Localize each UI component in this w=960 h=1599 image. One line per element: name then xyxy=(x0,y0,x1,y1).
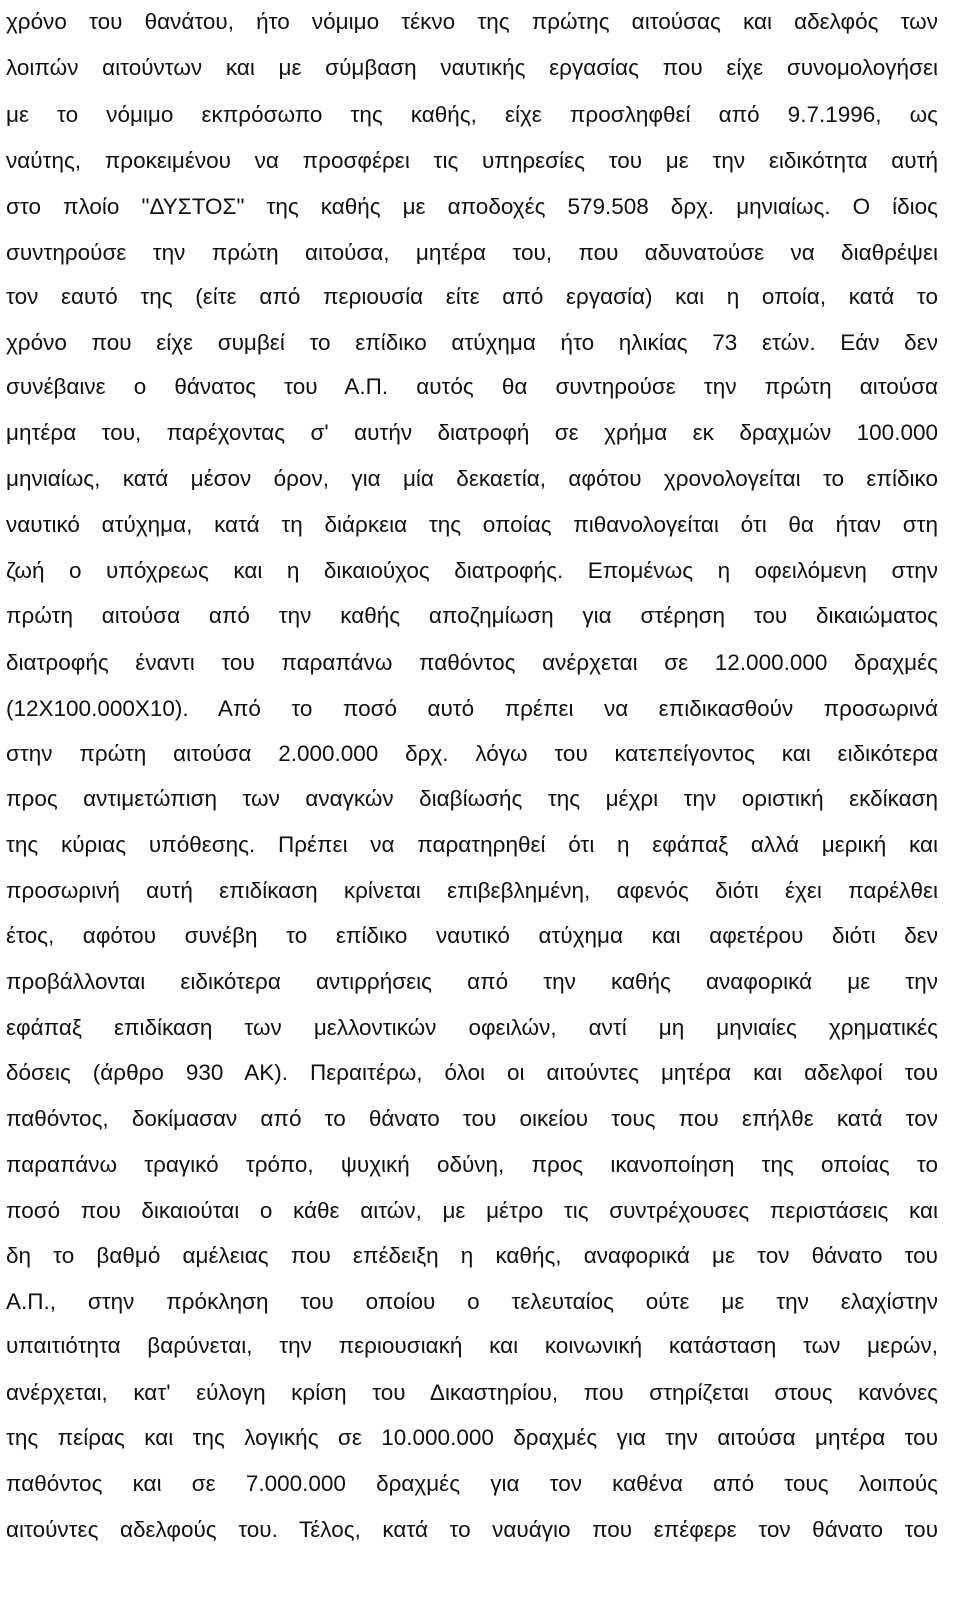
text-line: χρόνο του θανάτου, ήτο νόμιμο τέκνο της πρώτης αιτούσας και αδελφός των xyxy=(6,9,938,34)
text-line: συνέβαινε ο θάνατος του Α.Π. αυτός θα συντηρούσε την πρώτη αιτούσα xyxy=(6,374,938,399)
text-line: διατροφής έναντι του παραπάνω παθόντος ανέρχεται σε 12.000.000 δραχμές xyxy=(6,650,938,675)
text-line: λοιπών αιτούντων και με σύμβαση ναυτικής εργασίας που είχε συνομολογήσει xyxy=(6,55,938,80)
text-line: ναύτης, προκειμένου να προσφέρει τις υπηρεσίες του με την ειδικότητα αυτή xyxy=(6,148,938,173)
text-line: προς αντιμετώπιση των αναγκών διαβίωσής της μέχρι την οριστική εκδίκαση xyxy=(6,786,938,811)
text-line: της πείρας και της λογικής σε 10.000.000 δραχμές για την αιτούσα μητέρα του xyxy=(6,1425,938,1450)
text-line: Α.Π., στην πρόκληση του οποίου ο τελευταίος ούτε με την ελαχίστην xyxy=(6,1289,938,1314)
text-line: της κύριας υπόθεσης. Πρέπει να παρατηρηθεί ότι η εφάπαξ αλλά μερική και xyxy=(6,832,938,857)
text-line: προβάλλονται ειδικότερα αντιρρήσεις από την καθής αναφορικά με την xyxy=(6,969,938,994)
text-line: δόσεις (άρθρο 930 ΑΚ). Περαιτέρω, όλοι οι αιτούντες μητέρα και αδελφοί του xyxy=(6,1060,938,1085)
text-line: αιτούντες αδελφούς του. Τέλος, κατά το ναυάγιο που επέφερε τον θάνατο του xyxy=(6,1517,938,1542)
text-line: μηνιαίως, κατά μέσον όρον, για μία δεκαετία, αφότου χρονολογείται το επίδικο xyxy=(6,466,938,491)
text-line: τον εαυτό της (είτε από περιουσία είτε από εργασία) και η οποία, κατά το xyxy=(6,284,938,309)
text-line: (12Χ100.000Χ10). Από το ποσό αυτό πρέπει να επιδικασθούν προσωρινά xyxy=(6,696,938,721)
text-line: παθόντος και σε 7.000.000 δραχμές για τον καθένα από τους λοιπούς xyxy=(6,1471,938,1496)
text-line: μητέρα του, παρέχοντας σ' αυτήν διατροφή σε χρήμα εκ δραχμών 100.000 xyxy=(6,420,938,445)
text-line: χρόνο που είχε συμβεί το επίδικο ατύχημα ήτο ηλικίας 73 ετών. Εάν δεν xyxy=(6,330,938,355)
text-line: ανέρχεται, κατ' εύλογη κρίση του Δικαστηρίου, που στηρίζεται στους κανόνες xyxy=(6,1380,938,1405)
text-line: υπαιτιότητα βαρύνεται, την περιουσιακή και κοινωνική κατάσταση των μερών, xyxy=(6,1333,938,1358)
text-line: στην πρώτη αιτούσα 2.000.000 δρχ. λόγω του κατεπείγοντος και ειδικότερα xyxy=(6,741,938,766)
text-line: προσωρινή αυτή επιδίκαση κρίνεται επιβεβλημένη, αφενός διότι έχει παρέλθει xyxy=(6,878,938,903)
text-line: στο πλοίο "ΔΥΣΤΟΣ" της καθής με αποδοχές 579.508 δρχ. μηνιαίως. Ο ίδιος xyxy=(6,194,938,219)
text-line: ποσό που δικαιούται ο κάθε αιτών, με μέτρο τις συντρέχουσες περιστάσεις και xyxy=(6,1198,938,1223)
text-line: πρώτη αιτούσα από την καθής αποζημίωση για στέρηση του δικαιώματος xyxy=(6,603,938,628)
text-line: συντηρούσε την πρώτη αιτούσα, μητέρα του, που αδυνατούσε να διαθρέψει xyxy=(6,240,938,265)
text-line: παραπάνω τραγικό τρόπο, ψυχική οδύνη, προς ικανοποίηση της οποίας το xyxy=(6,1152,938,1177)
text-line: δη το βαθμό αμέλειας που επέδειξη η καθής, αναφορικά με τον θάνατο του xyxy=(6,1243,938,1268)
text-line: έτος, αφότου συνέβη το επίδικο ναυτικό ατύχημα και αφετέρου διότι δεν xyxy=(6,923,938,948)
text-line: παθόντος, δοκίμασαν από το θάνατο του οικείου τους που επήλθε κατά τον xyxy=(6,1106,938,1131)
text-line: με το νόμιμο εκπρόσωπο της καθής, είχε προσληφθεί από 9.7.1996, ως xyxy=(6,102,938,127)
text-line: ναυτικό ατύχημα, κατά τη διάρκεια της οποίας πιθανολογείται ότι θα ήταν στη xyxy=(6,512,938,537)
text-line: ζωή ο υπόχρεως και η δικαιούχος διατροφής. Επομένως η οφειλόμενη στην xyxy=(6,558,938,583)
text-line: εφάπαξ επιδίκαση των μελλοντικών οφειλών, αντί μη μηνιαίες χρηματικές xyxy=(6,1015,938,1040)
